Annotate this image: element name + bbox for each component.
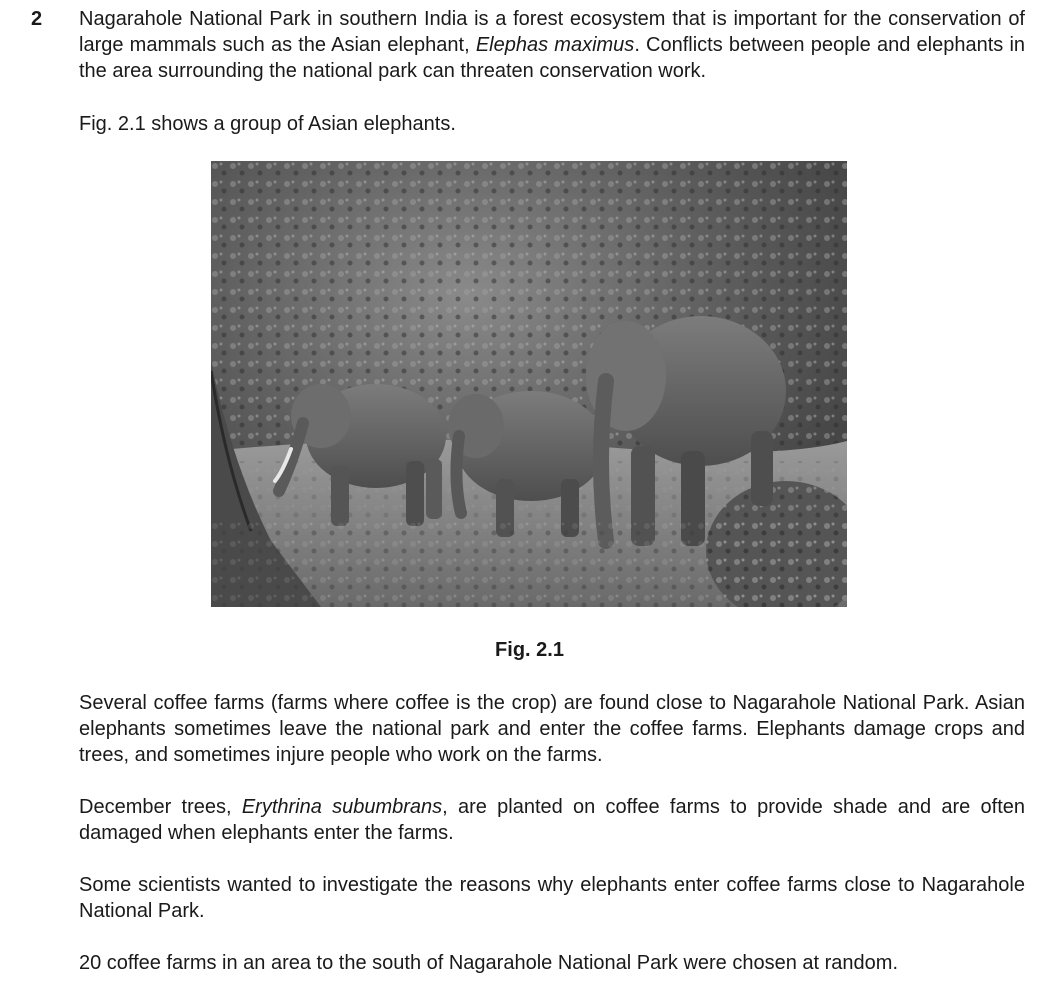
species-name-elephant: Elephas maximus (475, 34, 635, 56)
figure-intro: Fig. 2.1 shows a group of Asian elephants. (79, 113, 456, 135)
paragraph-coffee-farms: Several coffee farms (farms where coffee is the crop) are found close to Nagarahole National Park. Asian elephants sometimes leave the national park and enter the coffee farms. Elephants damage crops and trees, and sometimes injure people who work on the farms. (79, 692, 1025, 766)
trees-text-end: , are planted on coffee farms to provide shade and are often damaged when elephants enter the farms. (79, 796, 1026, 844)
species-name-tree: Erythrina subumbrans (241, 796, 443, 818)
question-number: 2 (31, 8, 43, 30)
paragraph-december-trees (79, 794, 1025, 846)
intro-text-end: . Conflicts between people and elephants in the area surrounding the national park can threaten conservation work. (79, 34, 1026, 82)
paragraph-sample: 20 coffee farms in an area to the south of Nagarahole National Park were chosen at random. (79, 952, 899, 974)
intro-paragraph (79, 6, 1025, 84)
elephants-photo (211, 161, 847, 607)
intro-text-start: Nagarahole National Park in southern India is a forest ecosystem that is important for the conservation of large mammals such as the Asian elephant, (79, 8, 1025, 56)
paragraph-scientists: Some scientists wanted to investigate the reasons why elephants enter coffee farms close to Nagarahole National Park. (79, 874, 1025, 922)
figure-caption: Fig. 2.1 (495, 639, 564, 661)
trees-text-start: December trees, (79, 796, 242, 818)
